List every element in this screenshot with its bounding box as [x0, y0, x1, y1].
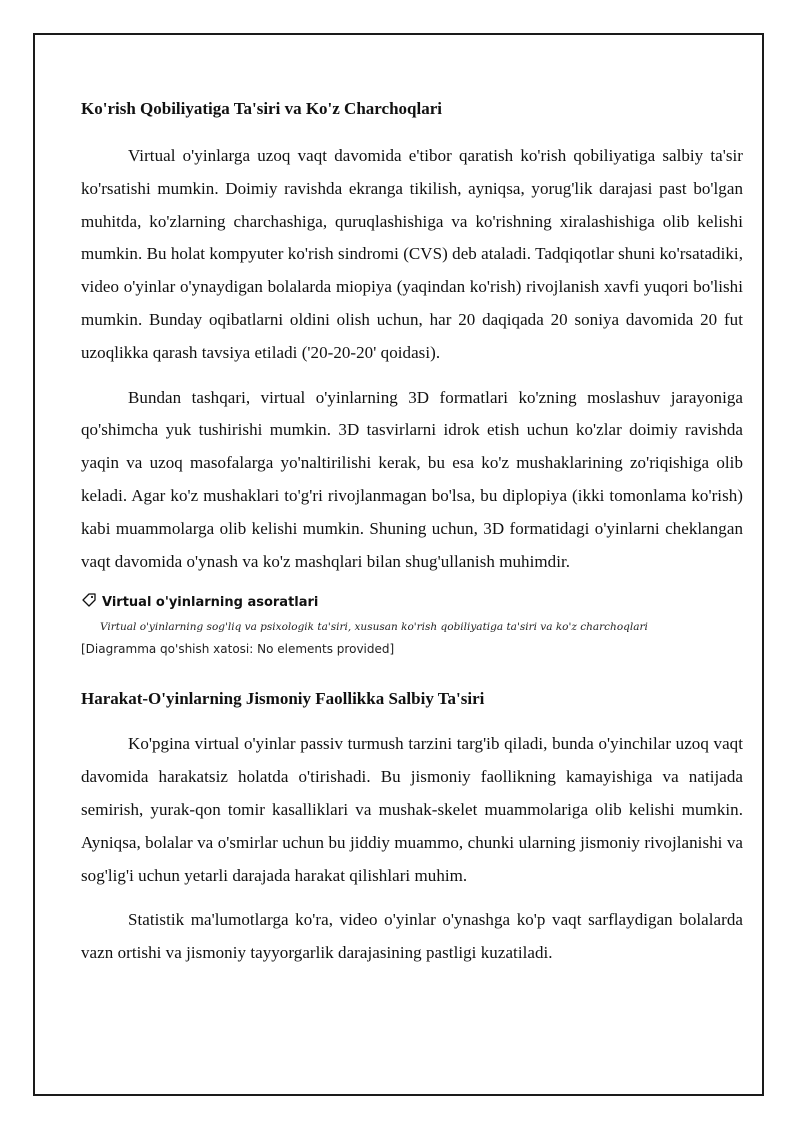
diagram-title — [81, 592, 743, 612]
diagram-error-message: [Diagramma qo'shish xatosi: No elements provided] — [81, 642, 395, 657]
section-heading-physical: Harakat-O'yinlarning Jismoniy Faollikka Salbiy Ta'siri — [81, 689, 485, 709]
diagram-title-text: Virtual o'yinlarning asoratlari — [102, 594, 319, 610]
paragraph-physical-1: Ko'pgina virtual o'yinlar passiv turmush tarzini targ'ib qiladi, bunda o'yinchilar uzoq vaqt davomida harakatsiz holatda o'tirishadi. Bu jismoniy faollikning kamayishiga va natijada semirish, yurak-qon tomir kasalliklari va mushak-skelet muammolariga olib kelishi mumkin. Ayniqsa, bolalar va o'smirlar uchun bu jiddiy muammo, chunki ularning jismoniy rivojlanishi va sog'lig'i uchun yetarli darajada harakat qilishlari muhim. — [81, 734, 743, 885]
diagram-subtitle: Virtual o'yinlarning sog'liq va psixologik ta'siri, xususan ko'rish qobiliyatiga ta'siri va ko'z charchoqlari — [100, 621, 648, 634]
section-heading-vision: Ko'rish Qobiliyatiga Ta'siri va Ko'z Charchoqlari — [81, 99, 442, 118]
paragraph-vision-2: Bundan tashqari, virtual o'yinlarning 3D formatlari ko'zning moslashuv jarayoniga qo'shimcha yuk tushirishi mumkin. 3D tasvirlarni idrok etish uchun ko'zlar doimiy ravishda yaqin va uzoq masofalarga yo'naltirilishi kerak, bu esa ko'z mushaklarining zo'riqishiga olib keladi. Agar ko'z mushaklari to'g'ri rivojlanmagan bo'lsa, bu diplopiya (ikki tomonlama ko'rish) kabi muammolarga olib kelishi mumkin. Shuning uchun, 3D formatidagi o'yinlarni cheklangan vaqt davomida o'ynash va ko'z mashqlari bilan shug'ullanish muhimdir. — [81, 387, 743, 571]
document-content — [81, 98, 743, 982]
paragraph-physical-2: Statistik ma'lumotlarga ko'ra, video o'yinlar o'ynashga ko'p vaqt sarflaydigan bolalarda vazn ortishi va jismoniy tayyorgarlik darajasining pastligi kuzatiladi. — [81, 910, 743, 963]
paragraph-vision-1: Virtual o'yinlarga uzoq vaqt davomida e'tibor qaratish ko'rish qobiliyatiga salbiy ta'sir ko'rsatishi mumkin. Doimiy ravishda ekranga tikilish, ayniqsa, yorug'lik darajasi past bo'lgan muhitda, ko'zlarning charchashiga, quruqlashishiga va ko'rishning xiralashishiga olib kelishi mumkin. Bu holat kompyuter ko'rish sindromi (CVS) deb ataladi. Tadqiqotlar shuni ko'rsatadiki, video o'yinlar o'ynaydigan bolalarda miopiya (yaqindan ko'rish) rivojlanish xavfi yuqori bo'lishi mumkin. Bunday oqibatlarni oldini olish uchun, har 20 daqiqada 20 soniya davomida 20 fut uzoqlikka qarash tavsiya etiladi ('20-20-20' qoidasi). — [81, 146, 743, 362]
tag-icon — [81, 592, 102, 612]
